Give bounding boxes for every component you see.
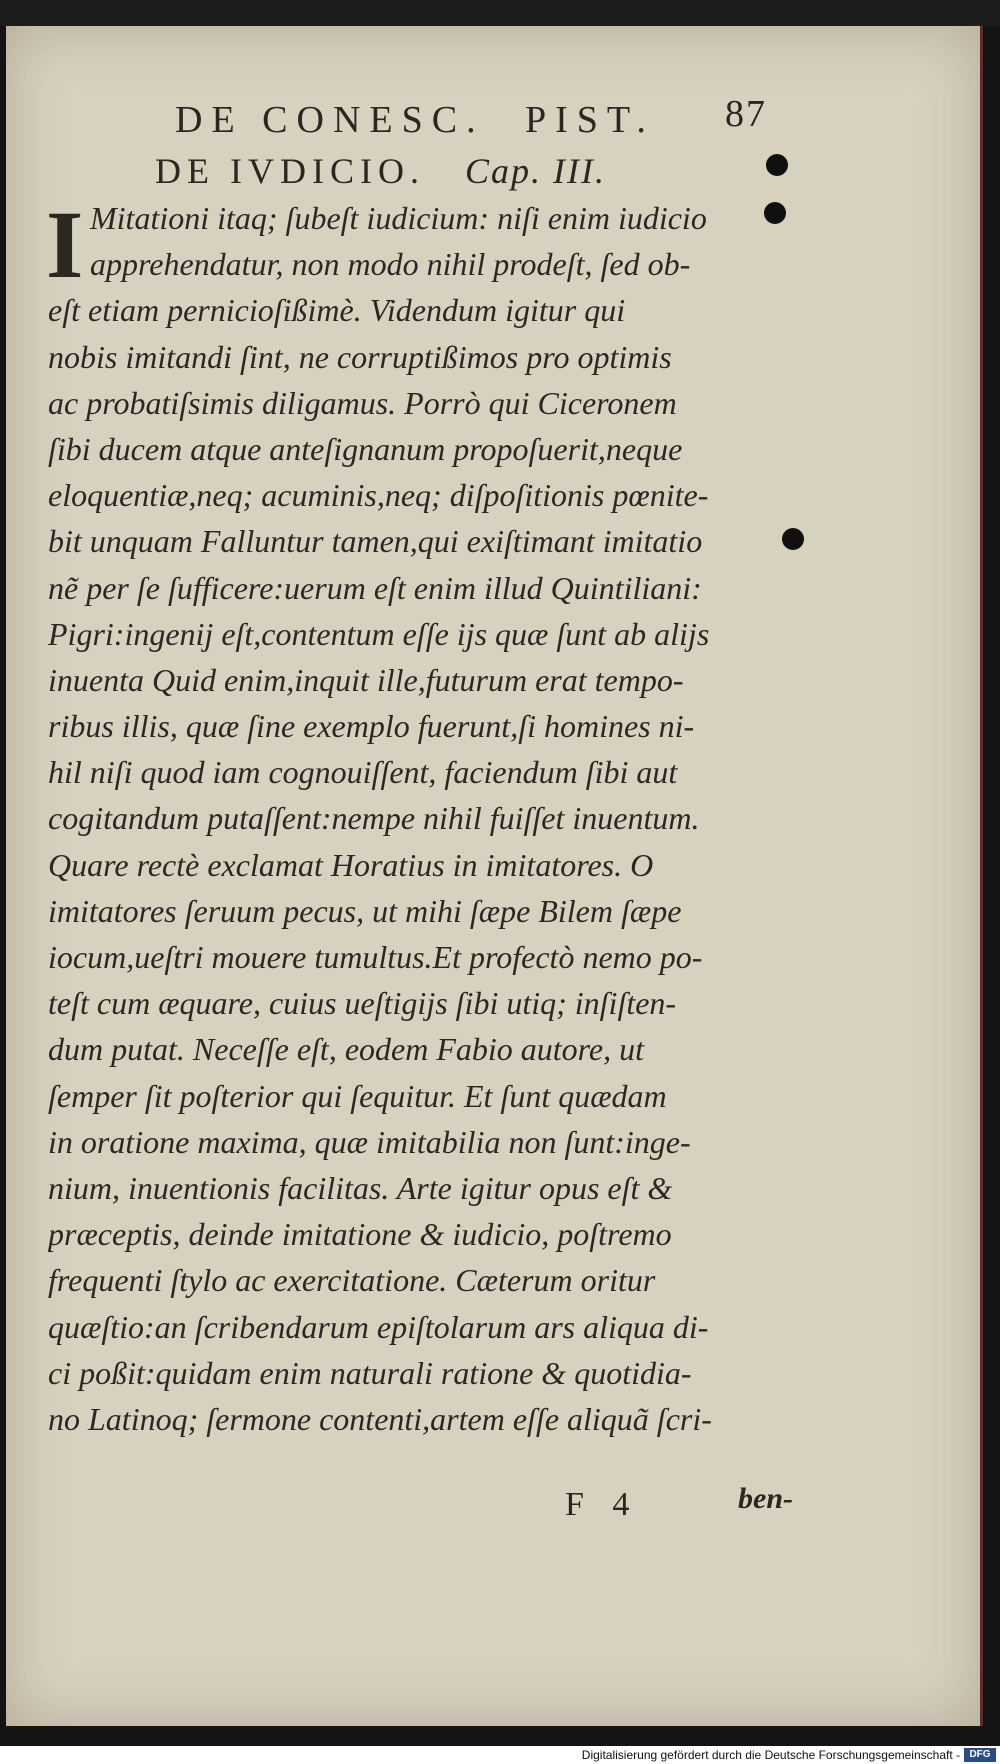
- text-line: Quare rectè exclamat Horatius in imitatores. O: [48, 846, 654, 883]
- text-line: hil niſi quod iam cognouiſſent, faciendum ſibi aut: [48, 754, 678, 791]
- text-line: apprehendatur, non modo nihil prodeſt, ſed ob-: [90, 246, 691, 283]
- running-head-left: DE CONESC.: [175, 99, 485, 141]
- text-line: no Latinoq; ſermone contenti,artem eſſe aliquã ſcri-: [48, 1400, 712, 1437]
- text-line: teſt cum æquare, cuius ueſtigijs ſibi utiq; inſiſten-: [48, 985, 677, 1022]
- text-line: ſemper ſit poſterior qui ſequitur. Et ſunt quædam: [48, 1077, 667, 1114]
- chapter-cap: Cap. III.: [464, 151, 606, 191]
- ink-dot-mark: [764, 202, 786, 224]
- text-line: ci poßit:quidam enim naturali ratione & quotidia-: [48, 1354, 692, 1391]
- body-text: [46, 191, 818, 1442]
- text-line: quæſtio:an ſcribendarum epiſtolarum ars aliqua di-: [48, 1308, 709, 1345]
- text-line: ſibi ducem atque anteſignanum propoſuerit,neque: [48, 430, 683, 467]
- drop-initial: I: [46, 191, 84, 298]
- ink-dot-mark: [782, 528, 804, 550]
- chapter-title: DE IVDICIO.: [155, 151, 425, 191]
- signature-mark: F 4: [565, 1486, 640, 1523]
- scan-top-edge: [0, 0, 1000, 26]
- text-line: ac probatiſsimis diligamus. Porrò qui Ciceronem: [48, 384, 677, 421]
- catchword: ben-: [738, 1482, 793, 1515]
- text-line: dum putat. Neceſſe eſt, eodem Fabio autore, ut: [48, 1031, 645, 1068]
- footer-credit: Digitalisierung gefördert durch die Deutsche Forschungsgemeinschaft -: [581, 1748, 960, 1762]
- text-line: imitatores ſeruum pecus, ut mihi ſæpe Bilem ſæpe: [48, 892, 682, 929]
- text-line: iocum,ueſtri mouere tumultus.Et profectò nemo po-: [48, 939, 703, 975]
- ink-dot-mark: [766, 154, 788, 176]
- dfg-logo: DFG: [964, 1748, 996, 1762]
- text-line: cogitandum putaſſent:nempe nihil fuiſſet inuentum.: [48, 800, 700, 837]
- page-number: 87: [725, 93, 767, 135]
- text-line: Pigri:ingenij eſt,contentum eſſe ijs quæ ſunt ab alijs: [48, 615, 710, 652]
- text-line: nẽ per ſe ſufficere:uerum eſt enim illud Quintiliani:: [48, 569, 702, 606]
- text-line: frequenti ſtylo ac exercitatione. Cæterum oritur: [48, 1262, 656, 1299]
- running-head-middle: PIST.: [525, 99, 655, 141]
- text-line: ribus illis, quæ ſine exemplo fuerunt,ſi homines ni-: [48, 708, 695, 745]
- text-line: Mitationi itaq; ſubeſt iudicium: niſi enim iudicio: [90, 200, 707, 236]
- text-line: inuenta Quid enim,inquit ille,futurum erat tempo-: [48, 661, 684, 698]
- text-line: nobis imitandi ſint, ne corruptißimos pro optimis: [48, 338, 672, 375]
- text-line: in oratione maxima, quæ imitabilia non ſunt:inge-: [48, 1123, 691, 1160]
- text-line: eſt etiam pernicioſißimè. Videndum igitur qui: [48, 292, 626, 329]
- text-line: nium, inuentionis facilitas. Arte igitur opus eſt &: [48, 1169, 673, 1206]
- chapter-heading: [155, 150, 606, 192]
- text-line: præceptis, deinde imitatione & iudicio, poſtremo: [48, 1216, 672, 1253]
- text-line: bit unquam Falluntur tamen,qui exiſtimant imitatio: [48, 523, 703, 560]
- text-line: eloquentiæ,neq; acuminis,neq; diſpoſitionis pœnite-: [48, 477, 709, 514]
